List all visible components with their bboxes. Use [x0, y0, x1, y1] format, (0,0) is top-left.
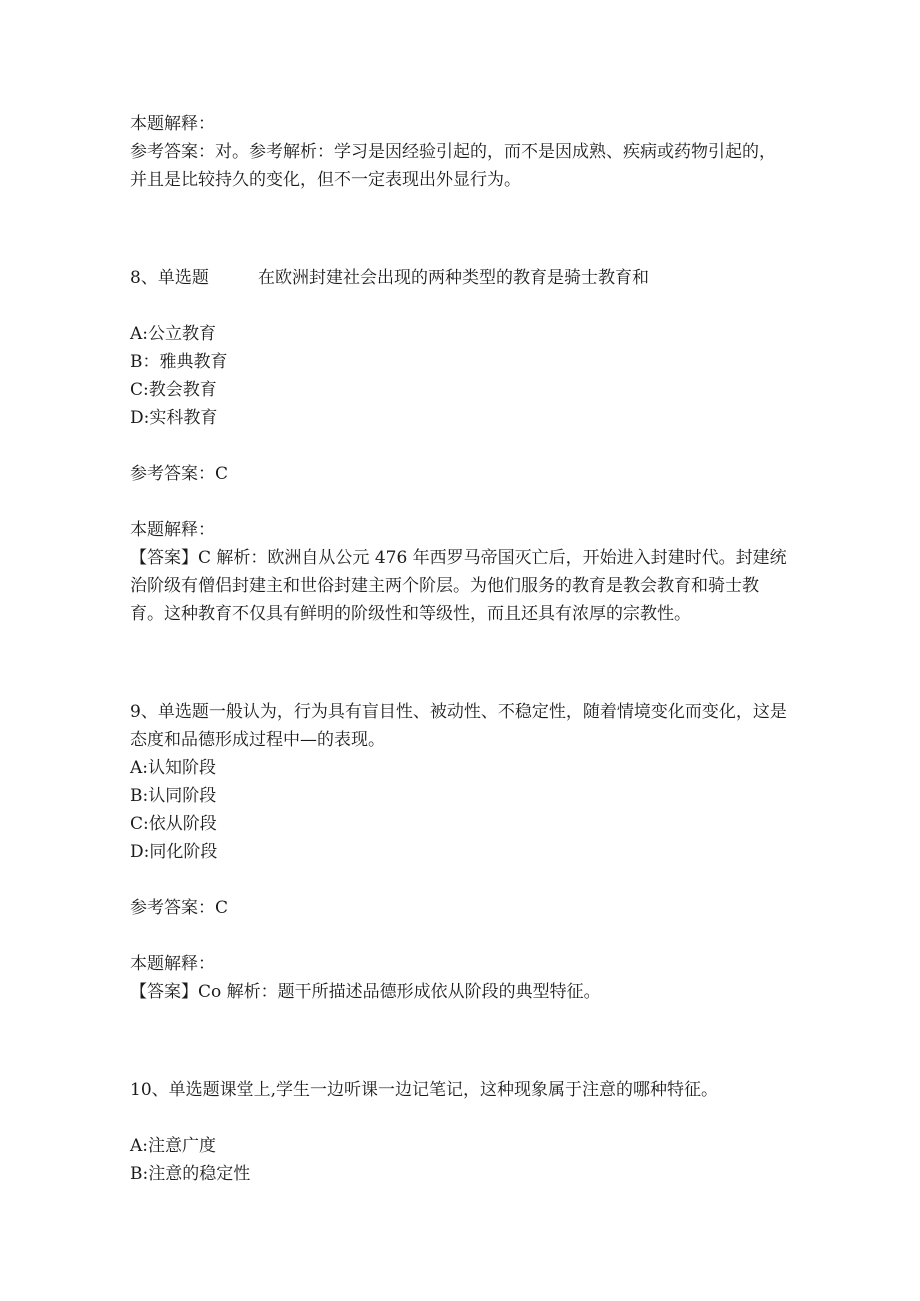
explanation-text: 参考答案：对。参考解析：学习是因经验引起的，而不是因成熟、疾病或药物引起的，并且是比较持久的变化，但不一定表现出外显行为。: [130, 142, 776, 190]
question-10: [130, 1076, 790, 1188]
option-b: B：雅典教育: [130, 352, 228, 372]
question-text: 在欧洲封建社会出现的两种类型的教育是骑士教育和: [258, 268, 649, 288]
question-stem: 10、单选题课堂上,学生一边听课一边记笔记，这种现象属于注意的哪种特征。: [130, 1080, 719, 1100]
option-d: D:同化阶段: [130, 842, 218, 862]
option-c: C:教会教育: [130, 380, 217, 400]
option-a: A:认知阶段: [130, 758, 217, 778]
question-stem: [130, 264, 790, 292]
question-8: [130, 264, 790, 628]
explanation-text: 【答案】C 解析：欧洲自从公元 476 年西罗马帝国灭亡后，开始进入封建时代。封建统治阶级有僧侣封建主和世俗封建主两个阶层。为他们服务的教育是教会教育和骑士教育。这种教育不仅具有鲜明的阶级性和等级性，而且还具有浓厚的宗教性。: [130, 548, 787, 624]
explanation-label: 本题解释：: [130, 954, 215, 974]
question-9: [130, 698, 790, 1006]
option-a: A:注意广度: [130, 1136, 217, 1156]
option-c: C:依从阶段: [130, 814, 217, 834]
explanation-label: 本题解释：: [130, 520, 215, 540]
explanation-label: 本题解释：: [130, 114, 215, 134]
option-b: B:注意的稳定性: [130, 1164, 251, 1184]
reference-answer: 参考答案：C: [130, 464, 229, 484]
option-b: B:认同阶段: [130, 786, 217, 806]
question-number: 8、单选题: [130, 268, 209, 288]
option-a: A:公立教育: [130, 324, 217, 344]
question-stem: 9、单选题一般认为，行为具有盲目性、被动性、不稳定性，随着情境变化而变化，这是态度和品德形成过程中—的表现。: [130, 702, 787, 750]
option-d: D:实科教育: [130, 408, 218, 428]
reference-answer: 参考答案：C: [130, 898, 229, 918]
document-page: [130, 110, 790, 1188]
previous-question-explanation: [130, 110, 790, 194]
explanation-text: 【答案】Co 解析：题干所描述品德形成依从阶段的典型特征。: [130, 982, 601, 1002]
